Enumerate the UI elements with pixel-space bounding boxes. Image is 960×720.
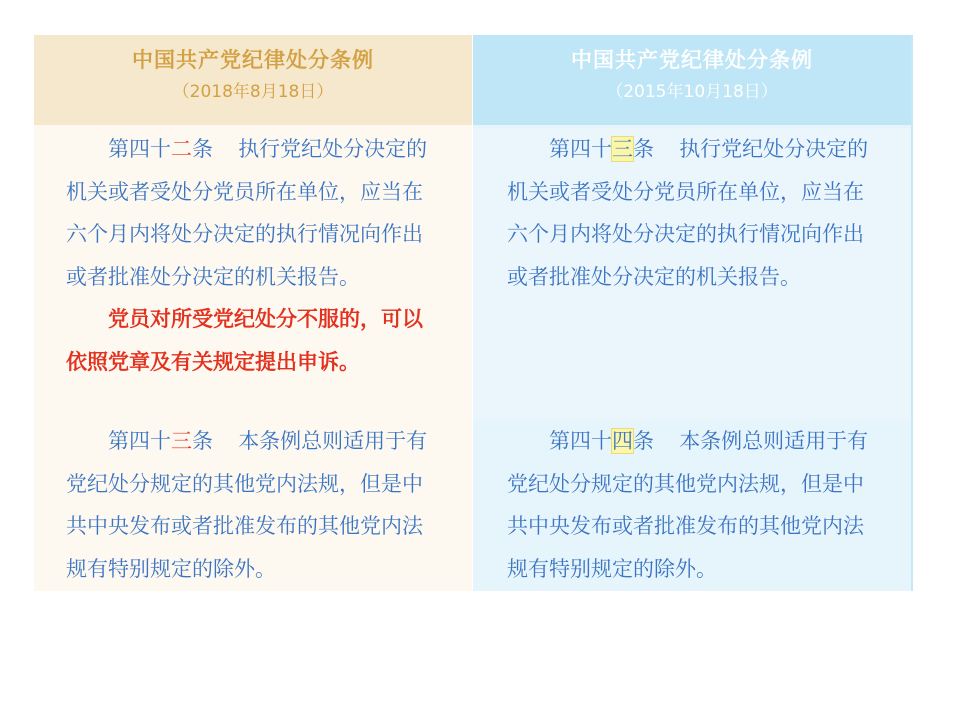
article-text: [66, 128, 442, 298]
article-43-block: [473, 128, 911, 420]
column-header-2015: [473, 35, 911, 125]
regulation-title: 中国共产党纪律处分条例: [132, 48, 374, 72]
article-body: 本条例总则适用于有党纪处分规定的其他党内法规，但是中共中央发布或者批准发布的其他党内法规有特别规定的除外。: [66, 429, 428, 581]
regulation-date: （2018年8月18日）: [172, 82, 334, 102]
article-number-highlight: 四: [612, 429, 633, 453]
article-number-changed: 三: [171, 429, 192, 453]
version-2015-column: [473, 35, 913, 591]
article-body: 执行党纪处分决定的机关或者受处分党员所在单位，应当在六个月内将处分决定的执行情况向作出或者批准处分决定的机关报告。: [507, 137, 869, 289]
article-44-block: [473, 420, 911, 590]
article-number-changed: 二: [171, 137, 192, 161]
article-number-highlight: 三: [612, 137, 633, 161]
column-header-2018: [34, 35, 472, 125]
article-suffix: 条: [633, 429, 654, 453]
article-43-block: [34, 420, 472, 590]
added-paragraph: 党员对所受党纪处分不服的，可以依照党章及有关规定提出申诉。: [66, 307, 423, 374]
article-text: [66, 420, 442, 590]
article-suffix: 条: [633, 137, 654, 161]
article-body: 执行党纪处分决定的机关或者受处分党员所在单位，应当在六个月内将处分决定的执行情况向作出或者批准处分决定的机关报告。: [66, 137, 428, 289]
article-prefix: 第四十: [108, 429, 171, 453]
article-text: [507, 420, 877, 590]
article-prefix: 第四十: [108, 137, 171, 161]
article-suffix: 条: [192, 429, 213, 453]
article-body: 本条例总则适用于有党纪处分规定的其他党内法规，但是中共中央发布或者批准发布的其他党内法规有特别规定的除外。: [507, 429, 869, 581]
regulation-title: 中国共产党纪律处分条例: [571, 48, 813, 72]
article-42-block: [34, 128, 472, 383]
article-text: [507, 128, 877, 298]
regulation-date: （2015年10月18日）: [606, 82, 778, 102]
article-suffix: 条: [192, 137, 213, 161]
article-prefix: 第四十: [549, 137, 612, 161]
version-2018-column: [34, 35, 472, 591]
article-prefix: 第四十: [549, 429, 612, 453]
